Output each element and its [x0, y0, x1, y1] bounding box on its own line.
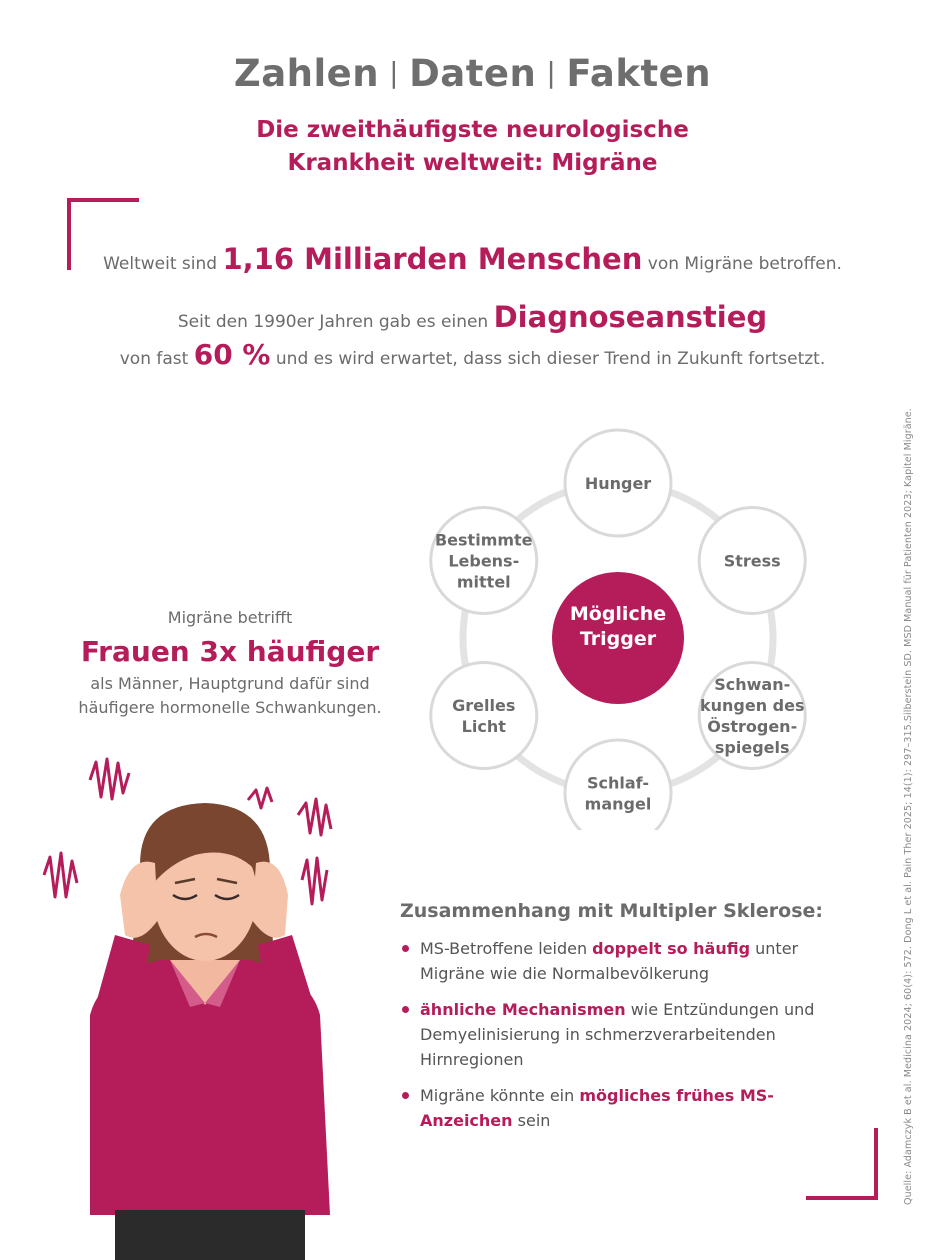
trigger-diagram: [400, 420, 820, 830]
trigger-center-label-2: Trigger: [579, 628, 657, 650]
pain-squiggle-icon: [248, 788, 272, 808]
bullet-dot-icon: [402, 945, 409, 952]
right-hand-shape: [252, 862, 288, 938]
ms-bullet-2-bold: ähnliche Mechanismen: [420, 1000, 626, 1019]
trigger-node-label: Schwan-: [714, 675, 791, 694]
women-intro: Migräne betrifft: [167, 608, 293, 627]
ms-bullet-list: [400, 936, 840, 1133]
ms-bullet-1-bold: doppelt so häufig: [592, 939, 751, 958]
stat-worldwide: [0, 242, 945, 276]
trigger-node-label: mangel: [584, 794, 652, 814]
women-text-line-2: häufigere hormonelle Schwankungen.: [78, 698, 382, 717]
title-separator-2: |: [546, 56, 557, 89]
women-text-line-1: als Männer, Hauptgrund dafür sind: [90, 674, 370, 693]
stat-increase: [0, 338, 945, 371]
stat-increase-percent: 60 %: [193, 338, 271, 371]
page-subtitle: [0, 114, 945, 180]
stat-diagnosis-highlight: Diagnoseanstieg: [493, 300, 768, 334]
stat-diagnosis: [0, 300, 945, 334]
stat-increase-post: und es wird erwartet, dass sich dieser Trend in Zukunft fortsetzt.: [275, 349, 826, 369]
stat-worldwide-number: 1,16 Milliarden Menschen: [222, 242, 643, 276]
women-headline: Frauen 3x häufiger: [80, 635, 380, 668]
trigger-node-label: Licht: [461, 717, 506, 736]
trigger-node-label: Lebens-: [448, 551, 520, 571]
ms-bullet-item: [400, 1083, 840, 1133]
stat-worldwide-post: von Migräne betroffen.: [647, 254, 842, 274]
left-hand-shape: [120, 862, 158, 938]
pain-squiggle-icon: [90, 759, 129, 799]
trigger-node-label: spiegels: [714, 738, 790, 757]
ms-bullet-3-bold: mögliches frühes MS-Anzeichen: [420, 1086, 774, 1130]
women-stat: [40, 606, 420, 720]
ms-bullet-3-post: sein: [512, 1111, 551, 1130]
stat-worldwide-pre: Weltweit sind: [103, 254, 218, 274]
bullet-dot-icon: [402, 1006, 409, 1013]
title-separator-1: |: [389, 56, 400, 89]
ms-bullet-1-post: unter Migräne wie die Normalbevölkerung: [420, 939, 799, 983]
trigger-node-label: Hunger: [584, 474, 652, 493]
ms-bullet-item: [400, 997, 840, 1072]
trigger-node-label: Grelles: [452, 696, 516, 715]
ms-bullet-item: [400, 936, 840, 986]
pain-squiggle-icon: [44, 853, 77, 897]
trigger-node-label: Schlaf-: [587, 773, 649, 793]
trigger-node-label: mittel: [456, 572, 511, 592]
title-part-3: Fakten: [566, 52, 712, 95]
stat-increase-pre: von fast: [119, 349, 189, 369]
corner-bracket-top-left: [67, 198, 139, 202]
title-part-2: Daten: [409, 52, 537, 95]
trigger-center-label-1: Mögliche: [569, 603, 667, 625]
trigger-node-label: Stress: [723, 551, 781, 571]
corner-bracket-bottom-right: [806, 1196, 878, 1200]
ms-bullet-3-pre: Migräne könnte ein: [420, 1086, 580, 1105]
ms-bullet-2-post: wie Entzündungen und Demyelinisierung in schmerzverarbeitenden Hirnregionen: [420, 1000, 815, 1069]
ms-bullet-1-pre: MS-Betroffene leiden: [420, 939, 593, 958]
page-title: [0, 52, 945, 95]
ms-section: [400, 900, 840, 1144]
stat-diagnosis-pre: Seit den 1990er Jahren gab es einen: [177, 312, 489, 332]
trigger-node-label: Östrogen-: [707, 717, 798, 736]
woman-headache-illustration: [30, 745, 360, 1260]
bullet-dot-icon: [402, 1092, 409, 1099]
pants-shape: [115, 1210, 305, 1260]
title-part-1: Zahlen: [233, 52, 380, 95]
subtitle-line-2: Krankheit weltweit: Migräne: [287, 150, 658, 176]
source-citation: Quelle: Adamczyk B et al. Medicina 2024; 60(4): 572. Dong L et al. Pain Ther 2025; 14(1): 297–315.Silberstein SD. MSD Manual für Patienten 2023; Kapitel Migräne.: [903, 408, 914, 1205]
pain-squiggle-icon: [298, 799, 331, 835]
pain-squiggle-icon: [302, 858, 327, 904]
ms-section-title: Zusammenhang mit Multipler Sklerose:: [400, 900, 824, 922]
trigger-node-circle: [431, 663, 537, 769]
trigger-node-label: Bestimmte: [434, 530, 533, 550]
subtitle-line-1: Die zweithäufigste neurologische: [256, 117, 689, 143]
corner-bracket-bottom-right-vertical: [874, 1128, 878, 1200]
trigger-node-label: kungen des: [699, 696, 805, 715]
